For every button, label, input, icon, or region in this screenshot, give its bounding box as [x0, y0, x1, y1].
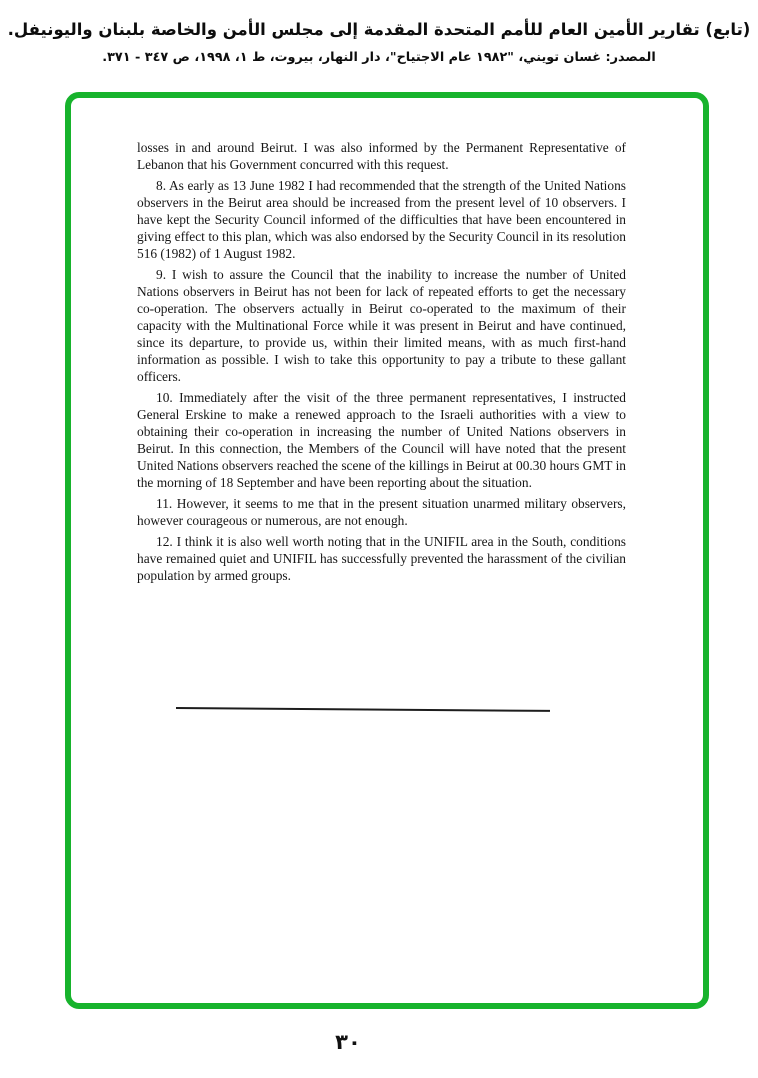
paragraph: 8. As early as 13 June 1982 I had recommended that the strength of the United Nations observers in the Beirut area should be increased from the present level of 10 observers. I have kept the Security Council informed of the difficulties that have been encountered in giving effect to this plan, which was also endorsed by the Security Council in its resolution 516 (1982) of 1 August 1982. [137, 178, 626, 261]
paragraph: 9. I wish to assure the Council that the inability to increase the number of United Nations observers in Beirut has not been for lack of repeated efforts to get the necessary co-operation. The observers actually in Beirut co-operated to the maximum of their capacity with the Multinational Force while it was present in Beirut and have continued, since its departure, to provide us, within their limited means, with as much first-hand information as possible. I wish to take this opportunity to pay a tribute to these gallant officers. [137, 267, 626, 384]
paragraph: 10. Immediately after the visit of the three permanent representatives, I instructed General Erskine to make a renewed approach to the Israeli authorities with a view to obtaining their co-operation in increasing the number of United Nations observers in Beirut. In this connection, the Members of the Council will have noted that the present United Nations observers reached the scene of the killings in Beirut at 00.30 hours GMT in the morning of 18 September and have been reporting about the situation. [137, 390, 626, 490]
page-number: ٣٠ [335, 1030, 361, 1054]
page-header [0, 16, 758, 70]
header-title-arabic: (تابع) تقارير الأمين العام للأمم المتحدة المقدمة إلى مجلس الأمن والخاصة بلبنان واليونيفل. [7, 20, 751, 39]
paragraph: 12. I think it is also well worth noting that in the UNIFIL area in the South, conditions have remained quiet and UNIFIL has successfully prevented the harassment of the civilian population by armed groups. [137, 534, 626, 583]
header-source-citation: المصدر: غسان تويني، "١٩٨٢ عام الاجتياح"، دار النهار، بيروت، ط ١، ١٩٩٨، ص ٣٤٧ - ٣٧١. [102, 50, 656, 65]
report-text-column [137, 139, 626, 588]
paragraph: 11. However, it seems to me that in the present situation unarmed military observers, however courageous or numerous, are not enough. [137, 496, 626, 528]
paragraph: losses in and around Beirut. I was also informed by the Permanent Representative of Lebanon that his Government concurred with this request. [137, 140, 626, 172]
